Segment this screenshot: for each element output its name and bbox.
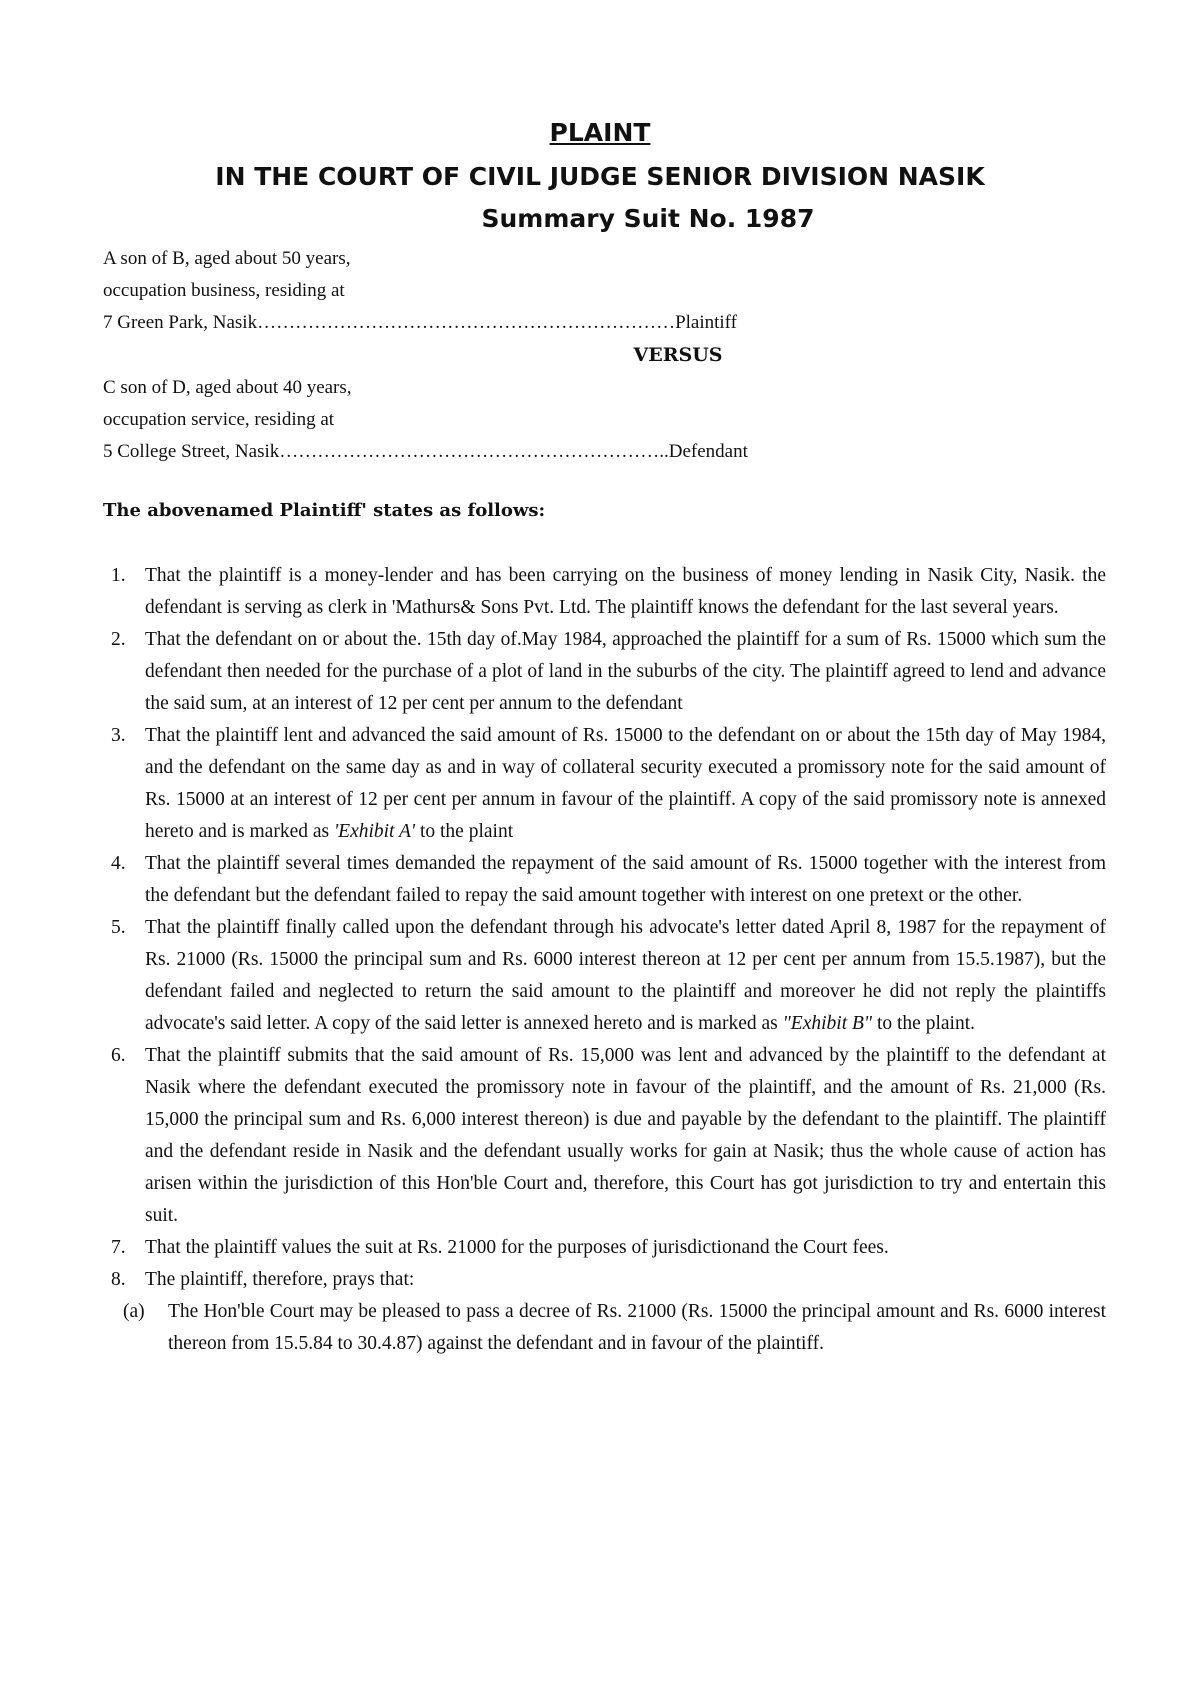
plaintiff-line-2: occupation business, residing at [103, 280, 345, 301]
paragraph-text-tail: to the plaint [415, 821, 514, 842]
paragraph-text: That the plaintiff is a money-lender and has been carrying on the business of money lending in Nasik City, Nasik. the defendant is serving as clerk in 'Mathurs& Sons Pvt. Ltd. The plaintiff knows the defendant for the last several years. [145, 565, 1106, 618]
paragraph-text: That the plaintiff submits that the said amount of Rs. 15,000 was lent and advanced by the plaintiff to the defendant at Nasik where the defendant executed the promissory note in favour of the plaintiff, and the amount of Rs. 21,000 (Rs. 15,000 the principal sum and Rs. 6,000 interest thereon) is due and payable by the defendant to the plaintiff. The plaintiff and the defendant reside in Nasik and the defendant usually works for gain at Nasik; thus the whole cause of action has arisen within the jurisdiction of this Hon'ble Court and, therefore, this Court has got jurisdiction to try and entertain this suit. [145, 1045, 1106, 1226]
paragraph-number: 3. [111, 725, 126, 746]
parties-block [103, 243, 1103, 468]
paragraph-number: 8. [111, 1269, 126, 1290]
paragraph-number: 4. [111, 853, 126, 874]
suit-number: Summary Suit No. 1987 [481, 204, 815, 233]
paragraph-number: 6. [111, 1045, 126, 1066]
states-heading: The abovenamed Plaintiff' states as follows: [103, 500, 546, 521]
versus-label: VERSUS [633, 344, 723, 366]
subparagraph-text: The Hon'ble Court may be pleased to pass a decree of Rs. 21000 (Rs. 15000 the principal amount and Rs. 6000 interest thereon from 15.5.84 to 30.4.87) against the defendant and in favour of the plaintiff. [168, 1301, 1106, 1354]
paragraph-number: 1. [111, 565, 126, 586]
versus-wrapper [103, 339, 1103, 372]
paragraph-2 [103, 624, 1106, 720]
paragraph-3 [103, 720, 1106, 848]
paragraph-6 [103, 1040, 1106, 1232]
subparagraph-number: (a) [123, 1301, 145, 1322]
paragraph-list [103, 560, 1106, 1360]
document-title: PLAINT [549, 118, 651, 147]
exhibit-b-label: "Exhibit B" [782, 1013, 873, 1034]
paragraph-text: That the plaintiff several times demanded the repayment of the said amount of Rs. 15000 together with the interest from the defendant but the defendant failed to repay the said amount together with interest on one pretext or the other. [145, 853, 1106, 906]
paragraph-number: 5. [111, 917, 126, 938]
defendant-line-3: 5 College Street, Nasik……………………………………………………..Defendant [103, 441, 748, 462]
defendant-line-1: C son of D, aged about 40 years, [103, 377, 352, 398]
paragraph-8 [103, 1264, 1106, 1296]
paragraph-7 [103, 1232, 1106, 1264]
paragraph-text: That the plaintiff finally called upon the defendant through his advocate's letter dated April 8, 1987 for the repayment of Rs. 21000 (Rs. 15000 the principal sum and Rs. 6000 interest thereon at 12 per cent per annum from 15.5.1987), but the defendant failed and neglected to return the said amount to the plaintiff and moreover he did not reply the plaintiffs advocate's said letter. A copy of the said letter is annexed hereto and is marked as [145, 917, 1106, 1034]
paragraph-text: That the plaintiff values the suit at Rs. 21000 for the purposes of jurisdictionand the Court fees. [145, 1237, 889, 1258]
paragraph-text: The plaintiff, therefore, prays that: [145, 1269, 415, 1290]
subparagraph-a [103, 1296, 1106, 1360]
paragraph-text-tail: to the plaint. [872, 1013, 975, 1034]
exhibit-a-label: 'Exhibit A' [333, 821, 416, 842]
paragraph-number: 7. [111, 1237, 126, 1258]
defendant-line-2: occupation service, residing at [103, 409, 335, 430]
paragraph-5 [103, 912, 1106, 1040]
plaintiff-line-3: 7 Green Park, Nasik…………………………………………………………Plaintiff [103, 312, 737, 333]
paragraph-text: That the plaintiff lent and advanced the said amount of Rs. 15000 to the defendant on or about the 15th day of May 1984, and the defendant on the same day as and in way of collateral security executed a promissory note for the said amount of Rs. 15000 at an interest of 12 per cent per annum in favour of the plaintiff. A copy of the said promissory note is annexed hereto and is marked as [145, 725, 1106, 842]
paragraph-number: 2. [111, 629, 126, 650]
paragraph-4 [103, 848, 1106, 912]
court-name: IN THE COURT OF CIVIL JUDGE SENIOR DIVISION NASIK [215, 162, 985, 191]
paragraph-1 [103, 560, 1106, 624]
paragraph-text: That the defendant on or about the. 15th day of.May 1984, approached the plaintiff for a sum of Rs. 15000 which sum the defendant then needed for the purchase of a plot of land in the suburbs of the city. The plaintiff agreed to lend and advance the said sum, at an interest of 12 per cent per annum to the defendant [145, 629, 1106, 714]
plaintiff-line-1: A son of B, aged about 50 years, [103, 248, 351, 269]
